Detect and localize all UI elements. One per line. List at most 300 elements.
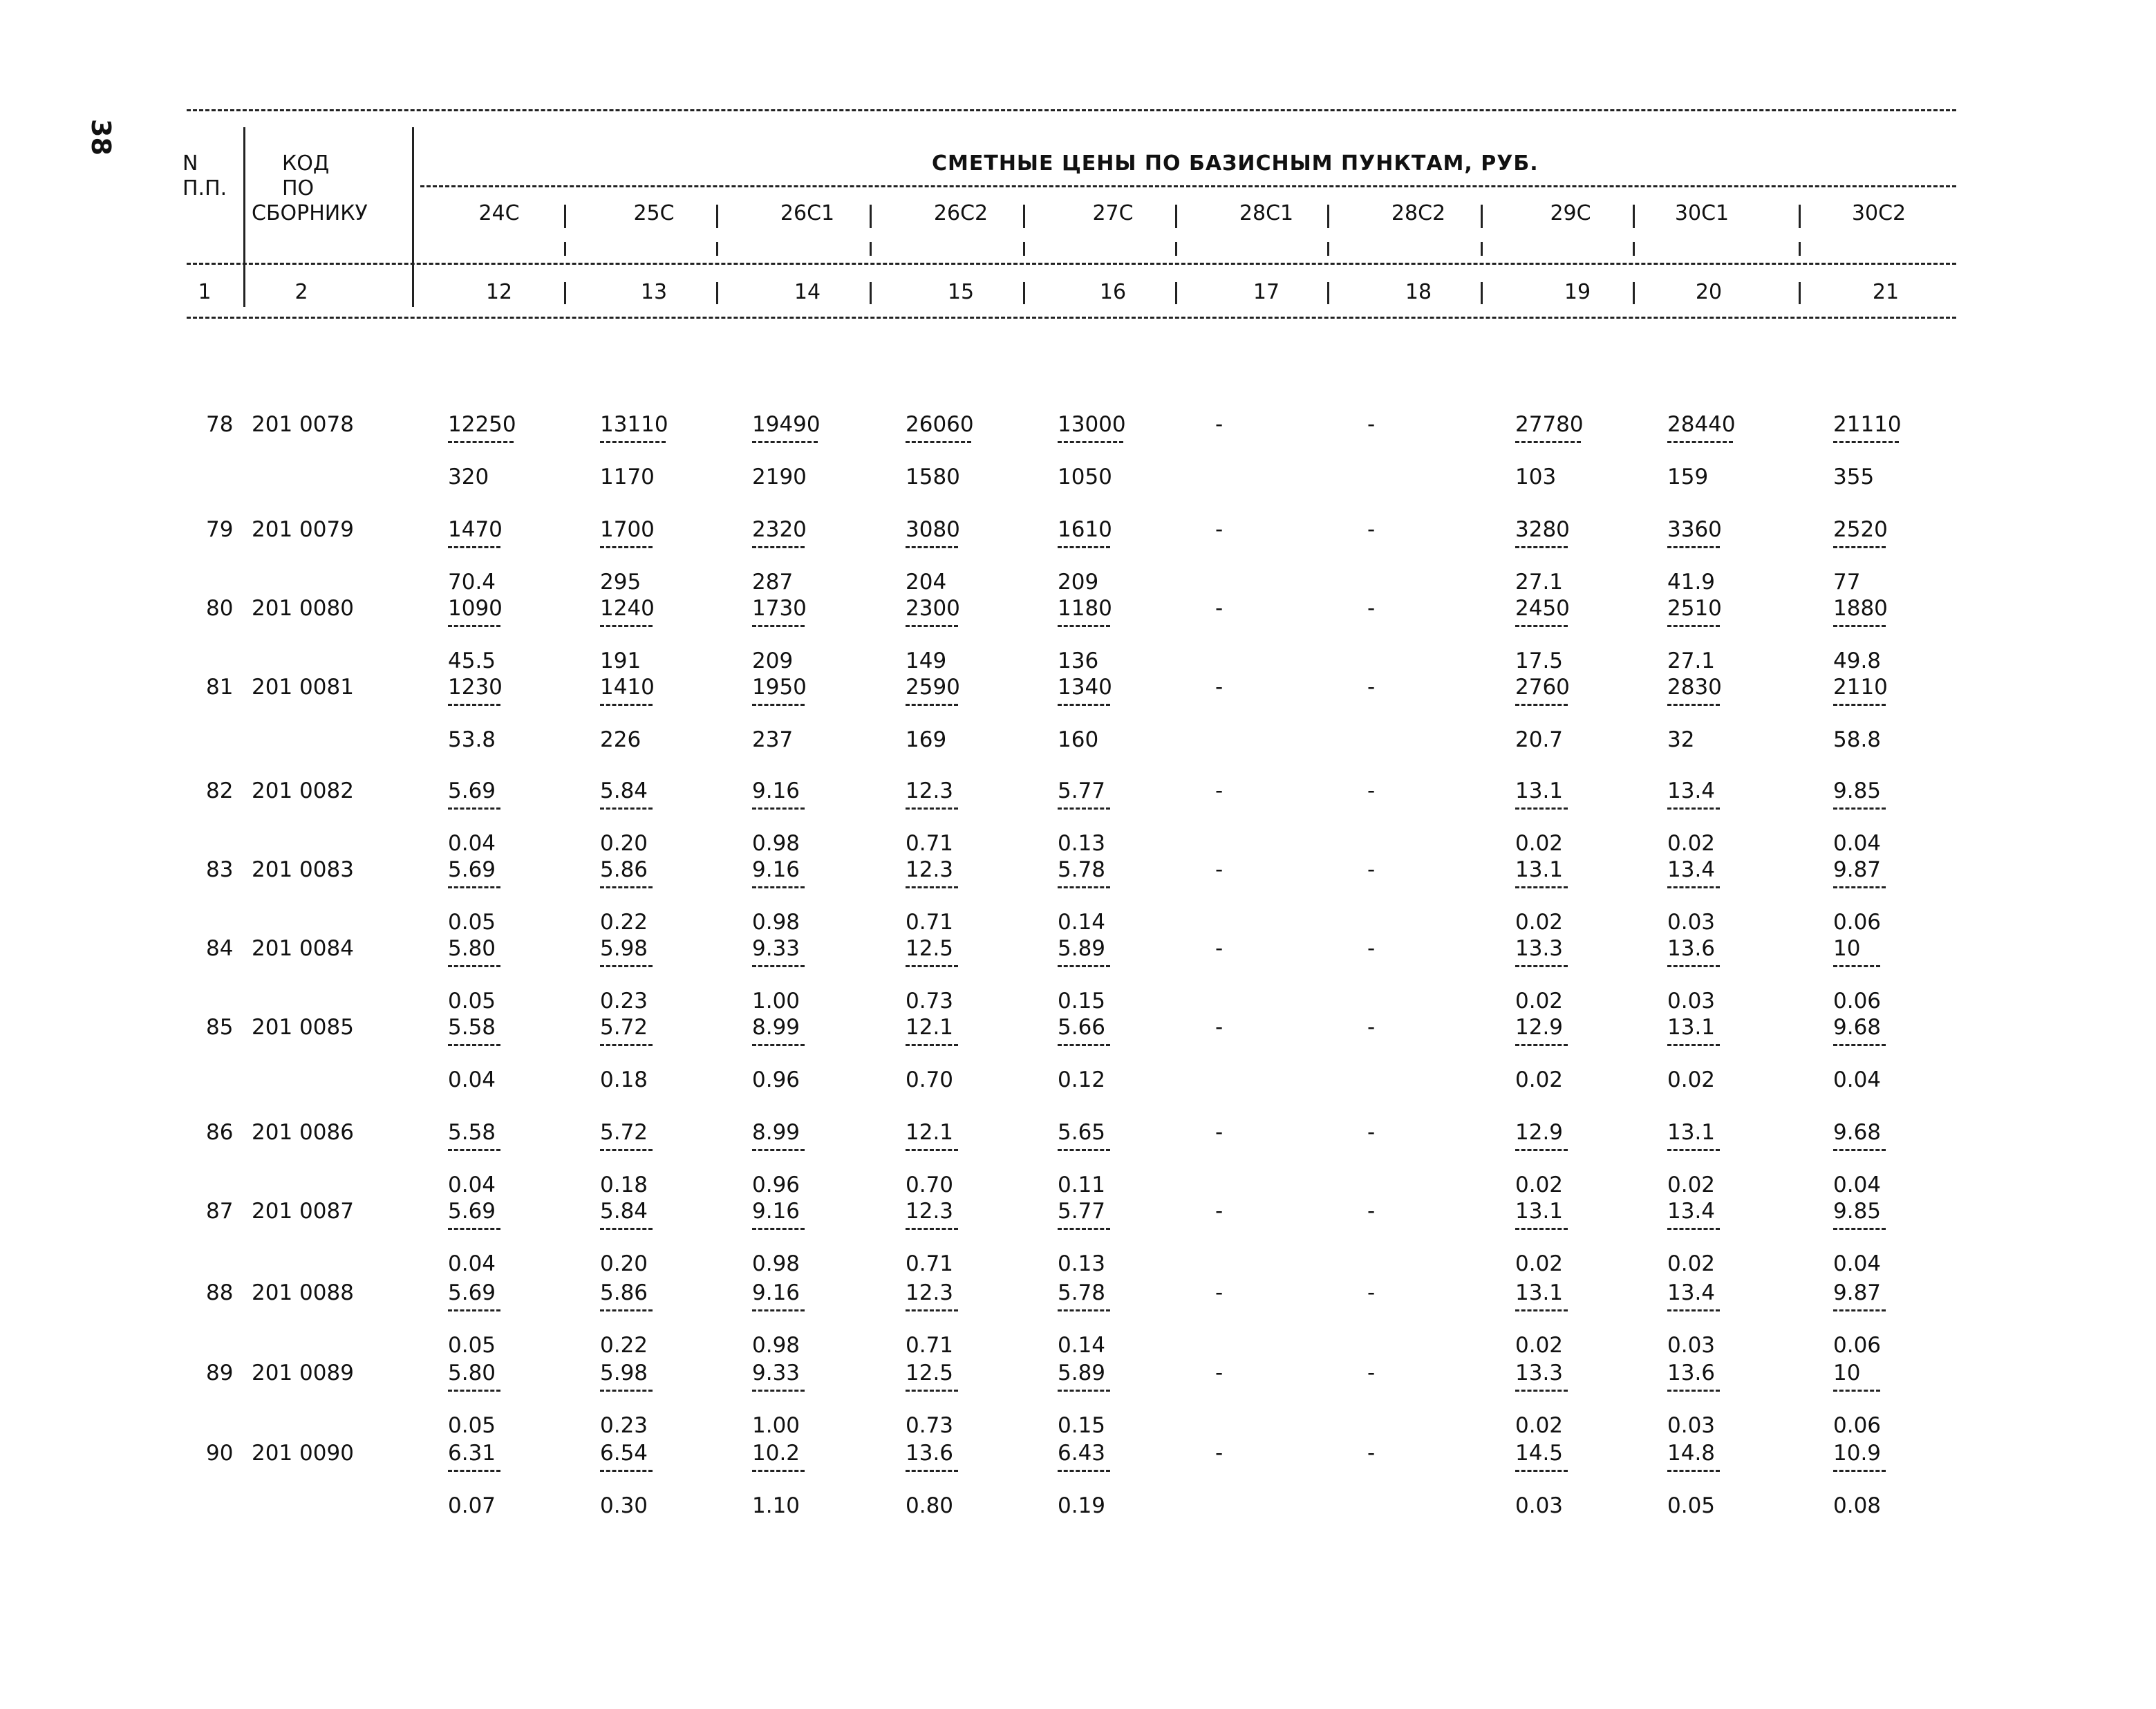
price-numerator: 12.1	[906, 1120, 954, 1145]
price-denominator: 287	[752, 570, 794, 595]
col-divider	[564, 242, 566, 256]
point-header-6: 28С1	[1239, 201, 1294, 225]
row-number: 86	[206, 1120, 234, 1145]
price-numerator: 1240	[600, 596, 655, 621]
row-code: 201 0079	[252, 517, 354, 542]
price-denominator: 0.98	[752, 1251, 800, 1276]
empty-value-dash: -	[1367, 1199, 1376, 1224]
rule-header-bottom	[187, 317, 1956, 319]
fraction-line	[1515, 625, 1568, 627]
fraction-line	[752, 1390, 805, 1392]
row-number: 83	[206, 857, 234, 882]
price-denominator: 49.8	[1833, 648, 1882, 673]
price-denominator: 295	[600, 570, 641, 595]
row-code: 201 0085	[252, 1015, 354, 1040]
empty-value-dash: -	[1367, 1120, 1376, 1145]
price-denominator: 0.30	[600, 1493, 648, 1518]
price-numerator: 12.5	[906, 1361, 954, 1385]
price-numerator: 1180	[1058, 596, 1112, 621]
price-denominator: 0.02	[1667, 1067, 1716, 1092]
fraction-line	[600, 441, 666, 443]
price-numerator: 10.2	[752, 1441, 800, 1466]
col-divider	[1327, 242, 1329, 256]
fraction-line	[906, 965, 958, 967]
fraction-line	[1515, 1309, 1568, 1311]
price-numerator: 13.3	[1515, 936, 1564, 961]
price-numerator: 9.87	[1833, 857, 1882, 882]
fraction-line	[600, 625, 653, 627]
price-denominator: 0.02	[1667, 831, 1716, 856]
fraction-line	[752, 886, 805, 888]
fraction-line	[1058, 625, 1110, 627]
price-denominator: 1.00	[752, 989, 800, 1014]
price-denominator: 0.70	[906, 1173, 954, 1197]
fraction-line	[1515, 1228, 1568, 1230]
price-numerator: 3080	[906, 517, 960, 542]
fraction-line	[752, 625, 805, 627]
price-denominator: 0.03	[1667, 989, 1716, 1014]
fraction-line	[906, 807, 958, 810]
point-header-3: 26С1	[780, 201, 835, 225]
fraction-line	[1667, 1149, 1720, 1151]
column-number-1: 1	[198, 280, 212, 304]
price-denominator: 0.73	[906, 989, 954, 1014]
fraction-line	[1833, 1228, 1886, 1230]
price-numerator: 5.89	[1058, 936, 1106, 961]
empty-value-dash: -	[1367, 675, 1376, 700]
fraction-line	[600, 886, 653, 888]
price-numerator: 13.6	[906, 1441, 954, 1466]
rule-header-sep	[187, 263, 1956, 265]
row-number: 80	[206, 596, 234, 621]
price-numerator: 6.43	[1058, 1441, 1106, 1466]
fraction-line	[752, 1228, 805, 1230]
price-denominator: 0.05	[448, 1413, 496, 1438]
price-numerator: 13.1	[1515, 1199, 1564, 1224]
price-numerator: 13000	[1058, 412, 1126, 437]
price-numerator: 27780	[1515, 412, 1584, 437]
fraction-line	[906, 704, 958, 706]
fraction-line	[1833, 1390, 1880, 1392]
price-numerator: 12.9	[1515, 1120, 1564, 1145]
point-header-5: 27С	[1092, 201, 1134, 225]
empty-value-dash: -	[1367, 936, 1376, 961]
price-denominator: 0.23	[600, 989, 648, 1014]
row-number: 88	[206, 1280, 234, 1305]
column-number-19: 19	[1564, 280, 1591, 304]
page-number: 38	[86, 119, 116, 156]
column-number-20: 20	[1695, 280, 1723, 304]
empty-value-dash: -	[1367, 1280, 1376, 1305]
price-numerator: 13.1	[1667, 1120, 1716, 1145]
price-denominator: 0.22	[600, 1333, 648, 1358]
price-numerator: 12.3	[906, 1280, 954, 1305]
price-denominator: 0.19	[1058, 1493, 1106, 1518]
row-number: 79	[206, 517, 234, 542]
price-denominator: 0.80	[906, 1493, 954, 1518]
price-numerator: 5.72	[600, 1120, 648, 1145]
row-number: 81	[206, 675, 234, 700]
price-denominator: 58.8	[1833, 727, 1882, 752]
fraction-line	[448, 807, 500, 810]
price-numerator: 1700	[600, 517, 655, 542]
fraction-line	[448, 886, 500, 888]
price-numerator: 12.3	[906, 778, 954, 803]
price-numerator: 5.77	[1058, 778, 1106, 803]
price-numerator: 5.98	[600, 936, 648, 961]
price-numerator: 12.5	[906, 936, 954, 961]
price-denominator: 0.06	[1833, 989, 1882, 1014]
price-numerator: 9.16	[752, 857, 800, 882]
price-denominator: 0.02	[1667, 1251, 1716, 1276]
price-denominator: 0.04	[448, 1173, 496, 1197]
fraction-line	[1515, 1149, 1568, 1151]
row-code: 201 0089	[252, 1361, 354, 1385]
price-denominator: 0.02	[1515, 1333, 1564, 1358]
price-denominator: 27.1	[1667, 648, 1716, 673]
fraction-line	[600, 965, 653, 967]
price-numerator: 2300	[906, 596, 960, 621]
fraction-line	[1667, 886, 1720, 888]
price-denominator: 0.13	[1058, 831, 1106, 856]
fraction-line	[600, 1044, 653, 1046]
price-numerator: 1880	[1833, 596, 1888, 621]
price-numerator: 12.1	[906, 1015, 954, 1040]
fraction-line	[906, 1470, 958, 1472]
price-numerator: 2320	[752, 517, 807, 542]
fraction-line	[1058, 1044, 1110, 1046]
price-numerator: 5.89	[1058, 1361, 1106, 1385]
fraction-line	[906, 625, 958, 627]
fraction-line	[448, 1044, 500, 1046]
fraction-line	[1667, 1228, 1720, 1230]
rule-group	[420, 185, 1956, 187]
fraction-line	[448, 704, 500, 706]
fraction-line	[448, 1309, 500, 1311]
fraction-line	[600, 704, 653, 706]
price-denominator: 0.23	[600, 1413, 648, 1438]
price-numerator: 13.4	[1667, 857, 1716, 882]
fraction-line	[1515, 441, 1581, 443]
price-numerator: 28440	[1667, 412, 1736, 437]
column-number-13: 13	[640, 280, 668, 304]
price-denominator: 0.05	[448, 910, 496, 935]
price-denominator: 1050	[1058, 465, 1112, 489]
price-denominator: 0.04	[1833, 1173, 1882, 1197]
col-divider	[1481, 242, 1483, 256]
price-denominator: 0.04	[1833, 1251, 1882, 1276]
price-numerator: 5.69	[448, 778, 496, 803]
price-denominator: 204	[906, 570, 947, 595]
price-denominator: 0.15	[1058, 1413, 1106, 1438]
fraction-line	[1058, 704, 1110, 706]
row-number: 85	[206, 1015, 234, 1040]
price-denominator: 0.20	[600, 831, 648, 856]
fraction-line	[1058, 441, 1123, 443]
header-code-label-2: ПО	[282, 176, 315, 200]
fraction-line	[906, 441, 971, 443]
price-numerator: 5.86	[600, 1280, 648, 1305]
price-numerator: 1470	[448, 517, 503, 542]
empty-value-dash: -	[1367, 1361, 1376, 1385]
price-denominator: 0.05	[1667, 1493, 1716, 1518]
point-header-1: 24С	[478, 201, 520, 225]
price-numerator: 1950	[752, 675, 807, 700]
price-numerator: 5.98	[600, 1361, 648, 1385]
empty-value-dash: -	[1215, 1015, 1224, 1040]
fraction-line	[1058, 807, 1110, 810]
fraction-line	[1667, 704, 1720, 706]
col-divider	[716, 282, 718, 304]
price-denominator: 0.98	[752, 1333, 800, 1358]
price-numerator: 13.6	[1667, 936, 1716, 961]
price-numerator: 2830	[1667, 675, 1722, 700]
price-denominator: 0.71	[906, 910, 954, 935]
price-numerator: 8.99	[752, 1015, 800, 1040]
column-number-21: 21	[1872, 280, 1900, 304]
empty-value-dash: -	[1215, 1199, 1224, 1224]
fraction-line	[1833, 886, 1886, 888]
price-numerator: 1410	[600, 675, 655, 700]
empty-value-dash: -	[1215, 517, 1224, 542]
row-number: 84	[206, 936, 234, 961]
price-denominator: 0.96	[752, 1067, 800, 1092]
header-group-title: СМЕТНЫЕ ЦЕНЫ ПО БАЗИСНЫМ ПУНКТАМ, РУБ.	[932, 151, 1539, 176]
price-denominator: 0.05	[448, 989, 496, 1014]
price-numerator: 9.16	[752, 1199, 800, 1224]
fraction-line	[752, 546, 805, 548]
price-numerator: 9.87	[1833, 1280, 1882, 1305]
price-denominator: 1.00	[752, 1413, 800, 1438]
row-code: 201 0087	[252, 1199, 354, 1224]
price-numerator: 2520	[1833, 517, 1888, 542]
price-denominator: 27.1	[1515, 570, 1564, 595]
fraction-line	[1833, 965, 1880, 967]
price-numerator: 1090	[448, 596, 503, 621]
price-denominator: 0.04	[448, 1251, 496, 1276]
price-numerator: 6.54	[600, 1441, 648, 1466]
price-numerator: 26060	[906, 412, 974, 437]
empty-value-dash: -	[1215, 778, 1224, 803]
fraction-line	[752, 441, 818, 443]
price-denominator: 0.04	[1833, 831, 1882, 856]
column-number-18: 18	[1405, 280, 1432, 304]
fraction-line	[448, 1390, 500, 1392]
empty-value-dash: -	[1215, 936, 1224, 961]
fraction-line	[906, 1390, 958, 1392]
price-numerator: 12.3	[906, 857, 954, 882]
price-numerator: 5.78	[1058, 857, 1106, 882]
price-numerator: 5.65	[1058, 1120, 1106, 1145]
fraction-line	[752, 1044, 805, 1046]
empty-value-dash: -	[1367, 412, 1376, 437]
price-denominator: 226	[600, 727, 641, 752]
price-denominator: 0.18	[600, 1173, 648, 1197]
row-number: 89	[206, 1361, 234, 1385]
price-denominator: 0.15	[1058, 989, 1106, 1014]
column-number-2: 2	[294, 280, 308, 304]
price-numerator: 5.84	[600, 1199, 648, 1224]
fraction-line	[1833, 1044, 1886, 1046]
fraction-line	[448, 1228, 500, 1230]
fraction-line	[1667, 807, 1720, 810]
fraction-line	[1667, 965, 1720, 967]
empty-value-dash: -	[1215, 857, 1224, 882]
price-denominator: 0.02	[1515, 989, 1564, 1014]
price-numerator: 2110	[1833, 675, 1888, 700]
fraction-line	[448, 1149, 500, 1151]
price-numerator: 5.69	[448, 1280, 496, 1305]
price-denominator: 1170	[600, 465, 655, 489]
price-numerator: 10	[1833, 1361, 1861, 1385]
price-numerator: 5.66	[1058, 1015, 1106, 1040]
price-denominator: 0.02	[1515, 1067, 1564, 1092]
empty-value-dash: -	[1367, 596, 1376, 621]
column-number-15: 15	[947, 280, 975, 304]
price-numerator: 5.72	[600, 1015, 648, 1040]
price-denominator: 191	[600, 648, 641, 673]
col-divider	[870, 282, 872, 304]
price-denominator: 0.98	[752, 831, 800, 856]
price-denominator: 0.06	[1833, 1333, 1882, 1358]
price-numerator: 13.4	[1667, 1280, 1716, 1305]
price-numerator: 5.86	[600, 857, 648, 882]
point-header-7: 28С2	[1391, 201, 1446, 225]
price-numerator: 21110	[1833, 412, 1902, 437]
empty-value-dash: -	[1215, 1361, 1224, 1385]
price-numerator: 12250	[448, 412, 516, 437]
fraction-line	[600, 1390, 653, 1392]
fraction-line	[1833, 625, 1886, 627]
price-denominator: 0.06	[1833, 1413, 1882, 1438]
price-denominator: 70.4	[448, 570, 496, 595]
column-number-17: 17	[1253, 280, 1280, 304]
col-divider	[1481, 282, 1483, 304]
row-code: 201 0090	[252, 1441, 354, 1466]
price-denominator: 0.18	[600, 1067, 648, 1092]
price-numerator: 9.68	[1833, 1120, 1882, 1145]
price-numerator: 13.1	[1515, 1280, 1564, 1305]
fraction-line	[1058, 1228, 1110, 1230]
price-denominator: 0.98	[752, 910, 800, 935]
price-denominator: 209	[752, 648, 794, 673]
col-divider	[1633, 282, 1635, 304]
price-denominator: 0.08	[1833, 1493, 1882, 1518]
price-numerator: 9.16	[752, 1280, 800, 1305]
col-divider	[1799, 282, 1801, 304]
price-denominator: 0.22	[600, 910, 648, 935]
fraction-line	[448, 1470, 500, 1472]
fraction-line	[1833, 441, 1899, 443]
column-number-12: 12	[485, 280, 513, 304]
price-numerator: 6.31	[448, 1441, 496, 1466]
empty-value-dash: -	[1367, 1015, 1376, 1040]
col-divider	[870, 242, 872, 256]
fraction-line	[448, 625, 500, 627]
price-denominator: 1580	[906, 465, 960, 489]
row-number: 78	[206, 412, 234, 437]
price-denominator: 53.8	[448, 727, 496, 752]
fraction-line	[1667, 625, 1720, 627]
col-divider	[243, 127, 245, 307]
price-denominator: 17.5	[1515, 648, 1564, 673]
price-denominator: 0.14	[1058, 1333, 1106, 1358]
fraction-line	[600, 546, 653, 548]
price-numerator: 5.69	[448, 1199, 496, 1224]
fraction-line	[906, 1228, 958, 1230]
price-numerator: 9.85	[1833, 778, 1882, 803]
fraction-line	[1515, 1390, 1568, 1392]
price-numerator: 14.5	[1515, 1441, 1564, 1466]
fraction-line	[1667, 1390, 1720, 1392]
empty-value-dash: -	[1215, 412, 1224, 437]
price-numerator: 1340	[1058, 675, 1112, 700]
price-numerator: 5.80	[448, 936, 496, 961]
fraction-line	[1515, 886, 1568, 888]
price-numerator: 9.68	[1833, 1015, 1882, 1040]
fraction-line	[1515, 1044, 1568, 1046]
fraction-line	[1515, 546, 1568, 548]
price-denominator: 0.71	[906, 1333, 954, 1358]
fraction-line	[1058, 546, 1110, 548]
price-denominator: 41.9	[1667, 570, 1716, 595]
price-numerator: 9.85	[1833, 1199, 1882, 1224]
price-numerator: 3280	[1515, 517, 1570, 542]
fraction-line	[600, 807, 653, 810]
col-divider	[716, 242, 718, 256]
row-code: 201 0081	[252, 675, 354, 700]
price-denominator: 0.03	[1667, 910, 1716, 935]
price-denominator: 149	[906, 648, 947, 673]
fraction-line	[1667, 546, 1720, 548]
fraction-line	[1833, 704, 1886, 706]
empty-value-dash: -	[1215, 1120, 1224, 1145]
price-denominator: 355	[1833, 465, 1875, 489]
fraction-line	[752, 965, 805, 967]
fraction-line	[1515, 807, 1568, 810]
col-divider	[412, 127, 414, 307]
empty-value-dash: -	[1215, 675, 1224, 700]
col-divider	[564, 282, 566, 304]
fraction-line	[600, 1228, 653, 1230]
fraction-line	[600, 1309, 653, 1311]
point-header-9: 30С1	[1674, 201, 1730, 225]
row-code: 201 0080	[252, 596, 354, 621]
price-numerator: 5.78	[1058, 1280, 1106, 1305]
fraction-line	[1515, 704, 1568, 706]
price-numerator: 2590	[906, 675, 960, 700]
row-number: 82	[206, 778, 234, 803]
fraction-line	[448, 965, 500, 967]
price-numerator: 8.99	[752, 1120, 800, 1145]
price-denominator: 0.70	[906, 1067, 954, 1092]
price-denominator: 0.03	[1667, 1413, 1716, 1438]
price-numerator: 5.69	[448, 857, 496, 882]
fraction-line	[1667, 441, 1733, 443]
point-header-4: 26С2	[933, 201, 988, 225]
price-denominator: 0.06	[1833, 910, 1882, 935]
point-header-10: 30С2	[1851, 201, 1906, 225]
price-denominator: 320	[448, 465, 489, 489]
fraction-line	[752, 1309, 805, 1311]
price-numerator: 9.33	[752, 1361, 800, 1385]
fraction-line	[906, 1309, 958, 1311]
fraction-line	[600, 1470, 653, 1472]
price-denominator: 0.03	[1515, 1493, 1564, 1518]
fraction-line	[1058, 965, 1110, 967]
price-numerator: 13.6	[1667, 1361, 1716, 1385]
price-numerator: 13.4	[1667, 778, 1716, 803]
